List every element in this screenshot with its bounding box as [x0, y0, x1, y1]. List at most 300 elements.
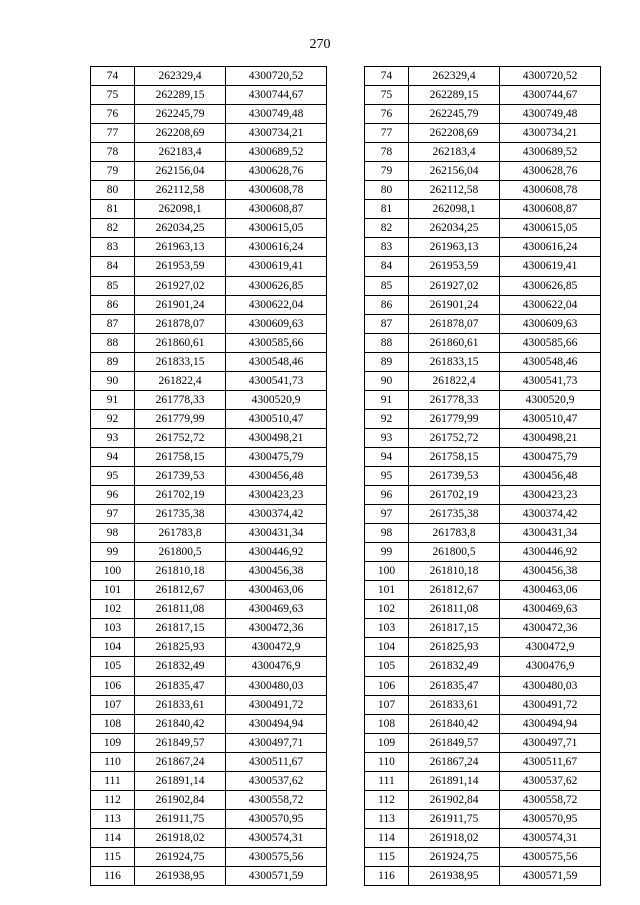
- x-coordinate-cell: 261811,08: [135, 600, 226, 619]
- table-row: [365, 657, 601, 676]
- y-coordinate-cell: 4300498,21: [500, 428, 601, 447]
- table-row: [365, 790, 601, 809]
- x-coordinate-cell: 261953,59: [409, 257, 500, 276]
- coordinates-table-left-body: [91, 67, 327, 886]
- y-coordinate-cell: 4300744,67: [500, 86, 601, 105]
- page-number: 270: [309, 37, 331, 52]
- point-number-cell: 93: [365, 428, 409, 447]
- table-row: [365, 371, 601, 390]
- y-coordinate-cell: 4300469,63: [500, 600, 601, 619]
- table-row: [91, 333, 327, 352]
- x-coordinate-cell: 261835,47: [135, 676, 226, 695]
- point-number-cell: 103: [91, 619, 135, 638]
- y-coordinate-cell: 4300689,52: [500, 143, 601, 162]
- y-coordinate-cell: 4300491,72: [500, 695, 601, 714]
- x-coordinate-cell: 261783,8: [409, 524, 500, 543]
- x-coordinate-cell: 261927,02: [409, 276, 500, 295]
- point-number-cell: 87: [91, 314, 135, 333]
- x-coordinate-cell: 262329,4: [409, 67, 500, 86]
- table-row: [91, 390, 327, 409]
- point-number-cell: 105: [91, 657, 135, 676]
- table-row: [91, 486, 327, 505]
- y-coordinate-cell: 4300558,72: [226, 790, 327, 809]
- x-coordinate-cell: 261924,75: [135, 847, 226, 866]
- x-coordinate-cell: 261822,4: [409, 371, 500, 390]
- x-coordinate-cell: 262098,1: [409, 200, 500, 219]
- y-coordinate-cell: 4300480,03: [226, 676, 327, 695]
- point-number-cell: 92: [365, 409, 409, 428]
- y-coordinate-cell: 4300475,79: [500, 447, 601, 466]
- point-number-cell: 90: [91, 371, 135, 390]
- x-coordinate-cell: 261918,02: [135, 828, 226, 847]
- table-row: [365, 809, 601, 828]
- x-coordinate-cell: 261902,84: [135, 790, 226, 809]
- point-number-cell: 107: [91, 695, 135, 714]
- point-number-cell: 101: [91, 581, 135, 600]
- point-number-cell: 114: [365, 828, 409, 847]
- point-number-cell: 102: [91, 600, 135, 619]
- table-row: [91, 200, 327, 219]
- table-row: [91, 314, 327, 333]
- point-number-cell: 86: [91, 295, 135, 314]
- y-coordinate-cell: 4300608,78: [500, 181, 601, 200]
- table-row: [91, 657, 327, 676]
- coordinates-table-right-body: [365, 67, 601, 886]
- x-coordinate-cell: 261822,4: [135, 371, 226, 390]
- x-coordinate-cell: 261891,14: [409, 771, 500, 790]
- x-coordinate-cell: 261833,61: [409, 695, 500, 714]
- y-coordinate-cell: 4300619,41: [500, 257, 601, 276]
- x-coordinate-cell: 261860,61: [409, 333, 500, 352]
- point-number-cell: 92: [91, 409, 135, 428]
- point-number-cell: 112: [91, 790, 135, 809]
- point-number-cell: 98: [365, 524, 409, 543]
- point-number-cell: 103: [365, 619, 409, 638]
- y-coordinate-cell: 4300749,48: [226, 105, 327, 124]
- table-row: [91, 86, 327, 105]
- point-number-cell: 97: [365, 505, 409, 524]
- y-coordinate-cell: 4300520,9: [500, 390, 601, 409]
- y-coordinate-cell: 4300491,72: [226, 695, 327, 714]
- x-coordinate-cell: 262183,4: [409, 143, 500, 162]
- table-row: [91, 524, 327, 543]
- x-coordinate-cell: 262112,58: [409, 181, 500, 200]
- table-row: [365, 181, 601, 200]
- table-row: [365, 200, 601, 219]
- point-number-cell: 88: [91, 333, 135, 352]
- x-coordinate-cell: 261812,67: [409, 581, 500, 600]
- table-row: [365, 295, 601, 314]
- table-row: [365, 752, 601, 771]
- y-coordinate-cell: 4300575,56: [226, 847, 327, 866]
- x-coordinate-cell: 261938,95: [409, 866, 500, 885]
- point-number-cell: 79: [91, 162, 135, 181]
- point-number-cell: 76: [365, 105, 409, 124]
- x-coordinate-cell: 261810,18: [409, 562, 500, 581]
- point-number-cell: 96: [365, 486, 409, 505]
- y-coordinate-cell: 4300619,41: [226, 257, 327, 276]
- x-coordinate-cell: 261924,75: [409, 847, 500, 866]
- x-coordinate-cell: 262156,04: [409, 162, 500, 181]
- x-coordinate-cell: 261833,15: [409, 352, 500, 371]
- y-coordinate-cell: 4300734,21: [500, 124, 601, 143]
- point-number-cell: 95: [365, 466, 409, 485]
- table-row: [365, 67, 601, 86]
- table-row: [91, 847, 327, 866]
- point-number-cell: 90: [365, 371, 409, 390]
- y-coordinate-cell: 4300476,9: [226, 657, 327, 676]
- x-coordinate-cell: 261891,14: [135, 771, 226, 790]
- y-coordinate-cell: 4300570,95: [226, 809, 327, 828]
- y-coordinate-cell: 4300574,31: [500, 828, 601, 847]
- point-number-cell: 108: [91, 714, 135, 733]
- x-coordinate-cell: 262112,58: [135, 181, 226, 200]
- table-row: [91, 219, 327, 238]
- x-coordinate-cell: 261832,49: [409, 657, 500, 676]
- point-number-cell: 108: [365, 714, 409, 733]
- x-coordinate-cell: 261840,42: [409, 714, 500, 733]
- table-row: [91, 466, 327, 485]
- x-coordinate-cell: 261860,61: [135, 333, 226, 352]
- table-row: [365, 847, 601, 866]
- table-row: [91, 143, 327, 162]
- point-number-cell: 78: [91, 143, 135, 162]
- x-coordinate-cell: 261849,57: [135, 733, 226, 752]
- point-number-cell: 99: [91, 543, 135, 562]
- y-coordinate-cell: 4300537,62: [226, 771, 327, 790]
- y-coordinate-cell: 4300609,63: [226, 314, 327, 333]
- y-coordinate-cell: 4300571,59: [500, 866, 601, 885]
- x-coordinate-cell: 262245,79: [135, 105, 226, 124]
- x-coordinate-cell: 261758,15: [409, 447, 500, 466]
- table-row: [365, 562, 601, 581]
- x-coordinate-cell: 261953,59: [135, 257, 226, 276]
- table-row: [365, 143, 601, 162]
- table-row: [365, 219, 601, 238]
- table-row: [91, 447, 327, 466]
- y-coordinate-cell: 4300469,63: [226, 600, 327, 619]
- point-number-cell: 106: [91, 676, 135, 695]
- point-number-cell: 109: [365, 733, 409, 752]
- y-coordinate-cell: 4300720,52: [226, 67, 327, 86]
- y-coordinate-cell: 4300616,24: [500, 238, 601, 257]
- y-coordinate-cell: 4300463,06: [500, 581, 601, 600]
- point-number-cell: 115: [365, 847, 409, 866]
- y-coordinate-cell: 4300571,59: [226, 866, 327, 885]
- y-coordinate-cell: 4300374,42: [500, 505, 601, 524]
- x-coordinate-cell: 261918,02: [409, 828, 500, 847]
- y-coordinate-cell: 4300541,73: [226, 371, 327, 390]
- table-row: [91, 809, 327, 828]
- y-coordinate-cell: 4300446,92: [500, 543, 601, 562]
- y-coordinate-cell: 4300472,36: [226, 619, 327, 638]
- y-coordinate-cell: 4300622,04: [226, 295, 327, 314]
- y-coordinate-cell: 4300749,48: [500, 105, 601, 124]
- point-number-cell: 76: [91, 105, 135, 124]
- x-coordinate-cell: 261927,02: [135, 276, 226, 295]
- point-number-cell: 79: [365, 162, 409, 181]
- point-number-cell: 102: [365, 600, 409, 619]
- x-coordinate-cell: 261752,72: [135, 428, 226, 447]
- point-number-cell: 89: [91, 352, 135, 371]
- table-row: [365, 828, 601, 847]
- x-coordinate-cell: 261833,15: [135, 352, 226, 371]
- x-coordinate-cell: 261758,15: [135, 447, 226, 466]
- table-row: [365, 105, 601, 124]
- x-coordinate-cell: 261702,19: [409, 486, 500, 505]
- y-coordinate-cell: 4300497,71: [226, 733, 327, 752]
- y-coordinate-cell: 4300626,85: [226, 276, 327, 295]
- y-coordinate-cell: 4300609,63: [500, 314, 601, 333]
- y-coordinate-cell: 4300497,71: [500, 733, 601, 752]
- x-coordinate-cell: 261963,13: [409, 238, 500, 257]
- table-row: [365, 409, 601, 428]
- point-number-cell: 115: [91, 847, 135, 866]
- table-row: [91, 752, 327, 771]
- point-number-cell: 97: [91, 505, 135, 524]
- table-row: [91, 276, 327, 295]
- table-row: [91, 638, 327, 657]
- point-number-cell: 88: [365, 333, 409, 352]
- table-row: [91, 257, 327, 276]
- point-number-cell: 83: [91, 238, 135, 257]
- x-coordinate-cell: 261779,99: [135, 409, 226, 428]
- point-number-cell: 113: [365, 809, 409, 828]
- table-row: [91, 238, 327, 257]
- table-row: [365, 581, 601, 600]
- y-coordinate-cell: 4300608,78: [226, 181, 327, 200]
- x-coordinate-cell: 261849,57: [409, 733, 500, 752]
- x-coordinate-cell: 262245,79: [409, 105, 500, 124]
- table-row: [91, 124, 327, 143]
- y-coordinate-cell: 4300423,23: [226, 486, 327, 505]
- x-coordinate-cell: 261833,61: [135, 695, 226, 714]
- y-coordinate-cell: 4300511,67: [500, 752, 601, 771]
- x-coordinate-cell: 262329,4: [135, 67, 226, 86]
- point-number-cell: 81: [365, 200, 409, 219]
- y-coordinate-cell: 4300622,04: [500, 295, 601, 314]
- y-coordinate-cell: 4300494,94: [500, 714, 601, 733]
- table-row: [91, 505, 327, 524]
- x-coordinate-cell: 261800,5: [135, 543, 226, 562]
- y-coordinate-cell: 4300626,85: [500, 276, 601, 295]
- y-coordinate-cell: 4300494,94: [226, 714, 327, 733]
- point-number-cell: 75: [91, 86, 135, 105]
- point-number-cell: 78: [365, 143, 409, 162]
- table-row: [91, 600, 327, 619]
- x-coordinate-cell: 261739,53: [135, 466, 226, 485]
- x-coordinate-cell: 261878,07: [409, 314, 500, 333]
- table-row: [91, 828, 327, 847]
- y-coordinate-cell: 4300480,03: [500, 676, 601, 695]
- x-coordinate-cell: 262289,15: [135, 86, 226, 105]
- point-number-cell: 107: [365, 695, 409, 714]
- point-number-cell: 112: [365, 790, 409, 809]
- y-coordinate-cell: 4300456,48: [226, 466, 327, 485]
- point-number-cell: 96: [91, 486, 135, 505]
- x-coordinate-cell: 262289,15: [409, 86, 500, 105]
- point-number-cell: 80: [365, 181, 409, 200]
- x-coordinate-cell: 261832,49: [135, 657, 226, 676]
- y-coordinate-cell: 4300511,67: [226, 752, 327, 771]
- y-coordinate-cell: 4300431,34: [226, 524, 327, 543]
- y-coordinate-cell: 4300548,46: [226, 352, 327, 371]
- point-number-cell: 75: [365, 86, 409, 105]
- x-coordinate-cell: 261911,75: [409, 809, 500, 828]
- table-row: [91, 771, 327, 790]
- table-row: [365, 524, 601, 543]
- x-coordinate-cell: 261963,13: [135, 238, 226, 257]
- y-coordinate-cell: 4300585,66: [500, 333, 601, 352]
- point-number-cell: 111: [91, 771, 135, 790]
- y-coordinate-cell: 4300423,23: [500, 486, 601, 505]
- y-coordinate-cell: 4300628,76: [500, 162, 601, 181]
- table-row: [365, 447, 601, 466]
- y-coordinate-cell: 4300537,62: [500, 771, 601, 790]
- table-row: [365, 600, 601, 619]
- y-coordinate-cell: 4300472,36: [500, 619, 601, 638]
- y-coordinate-cell: 4300615,05: [500, 219, 601, 238]
- y-coordinate-cell: 4300456,48: [500, 466, 601, 485]
- point-number-cell: 77: [91, 124, 135, 143]
- table-row: [91, 295, 327, 314]
- point-number-cell: 86: [365, 295, 409, 314]
- x-coordinate-cell: 261835,47: [409, 676, 500, 695]
- x-coordinate-cell: 261800,5: [409, 543, 500, 562]
- x-coordinate-cell: 261840,42: [135, 714, 226, 733]
- table-row: [91, 733, 327, 752]
- x-coordinate-cell: 261783,8: [135, 524, 226, 543]
- table-row: [91, 695, 327, 714]
- point-number-cell: 94: [365, 447, 409, 466]
- table-row: [91, 352, 327, 371]
- point-number-cell: 100: [91, 562, 135, 581]
- point-number-cell: 113: [91, 809, 135, 828]
- point-number-cell: 82: [365, 219, 409, 238]
- coordinates-table-right: [364, 66, 601, 886]
- table-row: [365, 257, 601, 276]
- y-coordinate-cell: 4300720,52: [500, 67, 601, 86]
- y-coordinate-cell: 4300616,24: [226, 238, 327, 257]
- y-coordinate-cell: 4300570,95: [500, 809, 601, 828]
- x-coordinate-cell: 261825,93: [409, 638, 500, 657]
- table-row: [365, 162, 601, 181]
- x-coordinate-cell: 262156,04: [135, 162, 226, 181]
- table-row: [91, 428, 327, 447]
- point-number-cell: 104: [91, 638, 135, 657]
- point-number-cell: 91: [365, 390, 409, 409]
- x-coordinate-cell: 261735,38: [135, 505, 226, 524]
- y-coordinate-cell: 4300541,73: [500, 371, 601, 390]
- point-number-cell: 104: [365, 638, 409, 657]
- x-coordinate-cell: 261901,24: [409, 295, 500, 314]
- point-number-cell: 110: [365, 752, 409, 771]
- y-coordinate-cell: 4300510,47: [226, 409, 327, 428]
- table-row: [91, 371, 327, 390]
- point-number-cell: 84: [91, 257, 135, 276]
- x-coordinate-cell: 261702,19: [135, 486, 226, 505]
- x-coordinate-cell: 261902,84: [409, 790, 500, 809]
- coordinates-table-left: [90, 66, 327, 886]
- x-coordinate-cell: 261778,33: [135, 390, 226, 409]
- point-number-cell: 93: [91, 428, 135, 447]
- point-number-cell: 87: [365, 314, 409, 333]
- point-number-cell: 81: [91, 200, 135, 219]
- table-row: [91, 619, 327, 638]
- x-coordinate-cell: 262098,1: [135, 200, 226, 219]
- table-row: [91, 790, 327, 809]
- point-number-cell: 82: [91, 219, 135, 238]
- table-row: [365, 314, 601, 333]
- x-coordinate-cell: 261867,24: [135, 752, 226, 771]
- table-row: [365, 638, 601, 657]
- point-number-cell: 106: [365, 676, 409, 695]
- table-row: [365, 733, 601, 752]
- point-number-cell: 95: [91, 466, 135, 485]
- table-row: [91, 581, 327, 600]
- y-coordinate-cell: 4300472,9: [226, 638, 327, 657]
- y-coordinate-cell: 4300498,21: [226, 428, 327, 447]
- table-row: [365, 428, 601, 447]
- point-number-cell: 105: [365, 657, 409, 676]
- table-row: [365, 486, 601, 505]
- y-coordinate-cell: 4300575,56: [500, 847, 601, 866]
- y-coordinate-cell: 4300734,21: [226, 124, 327, 143]
- point-number-cell: 114: [91, 828, 135, 847]
- table-row: [365, 352, 601, 371]
- point-number-cell: 74: [91, 67, 135, 86]
- x-coordinate-cell: 261867,24: [409, 752, 500, 771]
- table-row: [365, 771, 601, 790]
- x-coordinate-cell: 261817,15: [135, 619, 226, 638]
- y-coordinate-cell: 4300744,67: [226, 86, 327, 105]
- point-number-cell: 84: [365, 257, 409, 276]
- y-coordinate-cell: 4300431,34: [500, 524, 601, 543]
- y-coordinate-cell: 4300585,66: [226, 333, 327, 352]
- x-coordinate-cell: 261735,38: [409, 505, 500, 524]
- y-coordinate-cell: 4300463,06: [226, 581, 327, 600]
- table-row: [91, 714, 327, 733]
- x-coordinate-cell: 262034,25: [135, 219, 226, 238]
- table-row: [365, 866, 601, 885]
- y-coordinate-cell: 4300476,9: [500, 657, 601, 676]
- x-coordinate-cell: 261825,93: [135, 638, 226, 657]
- table-row: [91, 67, 327, 86]
- y-coordinate-cell: 4300456,38: [226, 562, 327, 581]
- x-coordinate-cell: 261812,67: [135, 581, 226, 600]
- table-row: [365, 619, 601, 638]
- table-row: [91, 562, 327, 581]
- point-number-cell: 94: [91, 447, 135, 466]
- y-coordinate-cell: 4300510,47: [500, 409, 601, 428]
- point-number-cell: 110: [91, 752, 135, 771]
- x-coordinate-cell: 262208,69: [135, 124, 226, 143]
- point-number-cell: 111: [365, 771, 409, 790]
- table-row: [91, 409, 327, 428]
- x-coordinate-cell: 261811,08: [409, 600, 500, 619]
- x-coordinate-cell: 261817,15: [409, 619, 500, 638]
- point-number-cell: 77: [365, 124, 409, 143]
- table-row: [365, 676, 601, 695]
- table-row: [365, 238, 601, 257]
- point-number-cell: 100: [365, 562, 409, 581]
- table-row: [365, 505, 601, 524]
- table-row: [365, 333, 601, 352]
- point-number-cell: 85: [91, 276, 135, 295]
- y-coordinate-cell: 4300558,72: [500, 790, 601, 809]
- x-coordinate-cell: 262183,4: [135, 143, 226, 162]
- y-coordinate-cell: 4300472,9: [500, 638, 601, 657]
